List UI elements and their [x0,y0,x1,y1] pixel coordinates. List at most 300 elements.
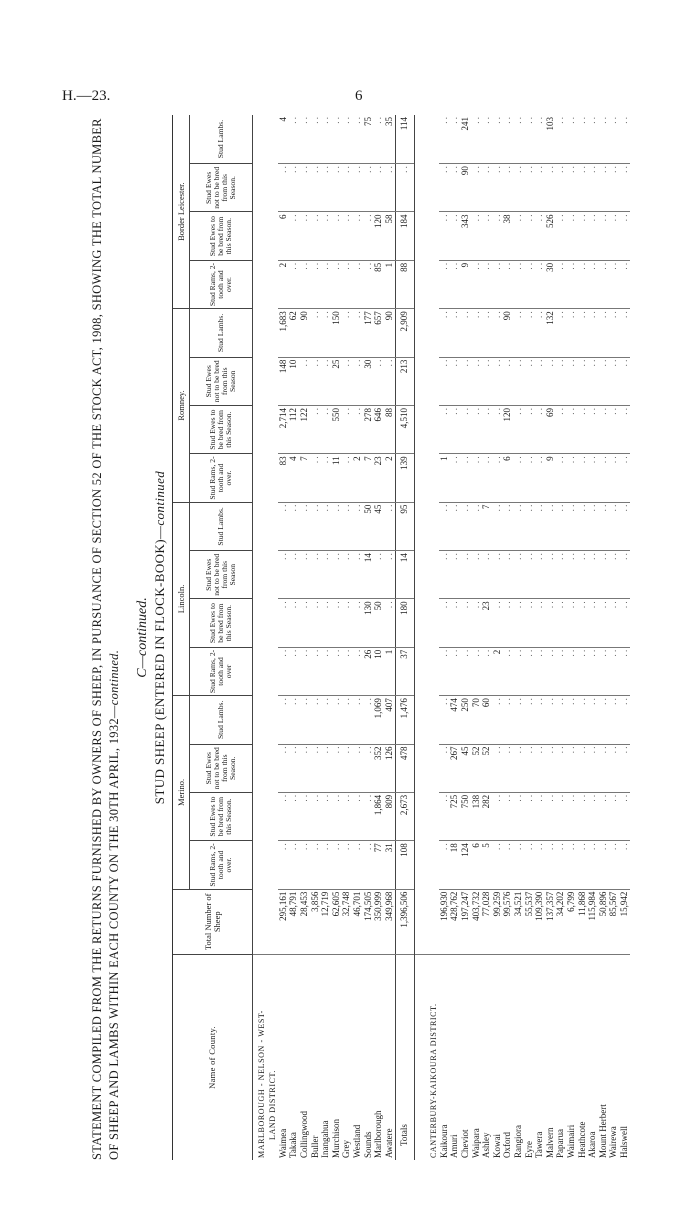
stud-value-cell: . . [310,599,321,647]
total-sheep-cell: 3,856 [310,889,321,954]
stud-value-cell: . . [439,260,450,308]
table-row [619,115,630,1160]
stud-value-cell: . . [450,551,461,599]
stud-value-cell: . . [352,502,363,550]
table-subtitle-continued: continued [152,470,167,526]
county-name: Mount Herbert [597,1104,608,1158]
total-sheep-cell: 6,799 [566,889,577,954]
district-heading-filler [414,115,439,954]
column-header-lincoln-rams: Stud Rams, 2-tooth and over [190,647,253,695]
stud-value-cell: 352 [374,744,385,792]
stud-value-cell: . . [503,696,514,744]
stud-value-cell: 250 [461,696,472,744]
stud-value-cell: . . [352,212,363,260]
stud-value-cell: 90 [461,164,472,212]
stud-value-cell: 1,069 [374,696,385,744]
stud-value-cell: . . [342,260,353,308]
total-sheep-cell: 46,701 [352,889,363,954]
total-sheep-cell: 349,968 [384,889,395,954]
stud-value-cell: . . [439,357,450,405]
stud-value-cell: . . [299,841,310,889]
stud-value-cell: 2 [278,260,289,308]
stud-value-cell: . . [545,502,556,550]
totals-value-cell: 213 [395,357,414,405]
table-subtitle-text: STUD SHEEP (ENTERED IN FLOCK-BOOK)— [152,525,167,805]
county-name: Cheviot [460,1129,471,1158]
stud-value-cell: 50 [363,502,374,550]
stud-value-cell: . . [492,696,503,744]
stud-value-cell: . . [289,841,300,889]
stud-value-cell: . . [289,115,300,164]
stud-value-cell: . . [471,357,482,405]
stud-value-cell: . . [299,696,310,744]
total-sheep-cell: 28,453 [299,889,310,954]
stud-sheep-table [172,115,630,1160]
stud-value-cell: . . [363,841,374,889]
stud-value-cell: . . [374,115,385,164]
stud-value-cell: 88 [384,405,395,453]
stud-value-cell: 7 [482,502,493,550]
stud-value-cell: 120 [374,212,385,260]
district-heading-marlborough-cont: LAND DISTRICT. [267,1069,277,1140]
stud-value-cell: 725 [450,792,461,840]
stud-value-cell: . . [439,792,450,840]
stud-value-cell: 77 [374,841,385,889]
column-header-merino-ewes-not-bred: Stud Ewes not to be bred from this Season. [190,744,253,792]
stud-value-cell: . . [513,744,524,792]
column-header-romney-ewes-bred: Stud Ewes to be bred from this Season. [190,405,253,453]
stud-value-cell: . . [492,212,503,260]
table-row [545,115,556,1160]
stud-value-cell: . . [598,405,609,453]
stud-value-cell: . . [278,164,289,212]
stud-value-cell: . . [513,164,524,212]
stud-value-cell: . . [588,502,599,550]
stud-value-cell: . . [503,744,514,792]
stud-value-cell: . . [471,260,482,308]
stud-value-cell: . . [513,647,524,695]
stud-value-cell: . . [598,115,609,164]
stud-value-cell: . . [289,599,300,647]
stud-value-cell: 45 [374,502,385,550]
stud-value-cell: . . [482,260,493,308]
stud-value-cell: . . [556,792,567,840]
total-sheep-cell: 196,930 [439,889,450,954]
stud-value-cell: . . [598,164,609,212]
stud-value-cell: . . [310,454,321,502]
stud-value-cell: 750 [461,792,472,840]
stud-value-cell: 1,683 [278,309,289,357]
statement-title-line2 [107,115,122,1160]
stud-value-cell: 132 [545,309,556,357]
group-header-merino: Merino. [173,696,190,889]
column-header-lincoln-lambs: Stud Lambs. [190,502,253,550]
stud-value-cell: . . [566,551,577,599]
group-header-lincoln: Lincoln. [173,502,190,695]
stud-value-cell: . . [535,792,546,840]
total-sheep-cell: 99,259 [492,889,503,954]
stud-value-cell: . . [524,696,535,744]
stud-value-cell: . . [278,792,289,840]
stud-value-cell: . . [352,260,363,308]
stud-value-cell: . . [471,405,482,453]
stud-value-cell: . . [363,744,374,792]
stud-value-cell: . . [492,599,503,647]
stud-value-cell: . . [524,792,535,840]
stud-value-cell: . . [513,696,524,744]
stud-value-cell: . . [588,357,599,405]
stud-value-cell: . . [384,502,395,550]
table-row [471,115,482,1160]
stud-value-cell: . . [524,212,535,260]
page-number: 6 [355,88,363,104]
stud-value-cell: . . [577,357,588,405]
county-name: Inangahua [320,1120,331,1158]
stud-value-cell: . . [556,164,567,212]
rotated-statement [90,115,650,1160]
stud-value-cell: . . [321,551,332,599]
stud-value-cell: . . [619,696,630,744]
totals-value-cell: 108 [395,841,414,889]
table-row [363,115,374,1160]
total-sheep-cell: 350,999 [374,889,385,954]
total-sheep-cell: 11,868 [577,889,588,954]
total-sheep-cell: 197,247 [461,889,472,954]
stud-value-cell: . . [598,309,609,357]
column-header-merino-rams: Stud Rams, 2-tooth and over. [190,841,253,889]
stud-value-cell: . . [310,164,321,212]
stud-value-cell: . . [331,502,342,550]
stud-value-cell: . . [342,357,353,405]
stud-value-cell: . . [482,551,493,599]
county-name: Halswell [618,1126,629,1158]
stud-value-cell: . . [374,164,385,212]
column-header-border-leicester-lambs: Stud Lambs. [190,115,253,164]
stud-value-cell: . . [577,115,588,164]
stud-value-cell: . . [461,502,472,550]
stud-value-cell: . . [524,260,535,308]
stud-value-cell: . . [503,115,514,164]
stud-value-cell: . . [384,551,395,599]
stud-value-cell: . . [342,696,353,744]
stud-value-cell: . . [492,309,503,357]
stud-value-cell: . . [289,792,300,840]
stud-value-cell: . . [321,792,332,840]
table-row [384,115,395,1160]
stud-value-cell: . . [535,164,546,212]
stud-value-cell: . . [524,115,535,164]
totals-value-cell: 37 [395,647,414,695]
stud-value-cell: 1 [439,454,450,502]
stud-value-cell: . . [556,357,567,405]
total-sheep-cell: 77,028 [482,889,493,954]
stud-value-cell: . . [566,454,577,502]
county-name: Marlborough [373,1110,384,1158]
district-heading-marlborough: MARLBOROUGH - NELSON - WEST- [257,1010,267,1158]
stud-value-cell: . . [619,744,630,792]
stud-value-cell: . . [278,744,289,792]
stud-value-cell: . . [524,357,535,405]
stud-value-cell: 52 [482,744,493,792]
stud-value-cell: . . [299,115,310,164]
stud-value-cell: . . [450,405,461,453]
stud-value-cell: . . [503,841,514,889]
stud-value-cell: . . [619,164,630,212]
stud-value-cell: . . [471,309,482,357]
stud-value-cell: . . [331,792,342,840]
column-header-romney-ewes-not-bred: Stud Ewes not to be bred from this Season [190,357,253,405]
stud-value-cell: . . [513,212,524,260]
stud-value-cell: . . [321,454,332,502]
table-row [352,115,363,1160]
stud-value-cell: . . [342,744,353,792]
stud-value-cell: 646 [374,405,385,453]
stud-value-cell: . . [619,454,630,502]
stud-value-cell: . . [363,792,374,840]
stud-value-cell: . . [331,744,342,792]
stud-value-cell: . . [577,502,588,550]
stud-value-cell: . . [278,599,289,647]
stud-value-cell: . . [609,115,620,164]
stud-value-cell: . . [513,502,524,550]
stud-value-cell: . . [471,164,482,212]
stud-value-cell: 474 [450,696,461,744]
stud-value-cell: . . [310,260,321,308]
stud-value-cell: . . [331,212,342,260]
table-row [439,115,450,1160]
stud-value-cell: 10 [289,357,300,405]
stud-value-cell: . . [588,309,599,357]
stud-value-cell: . . [535,309,546,357]
stud-value-cell: . . [310,309,321,357]
stud-value-cell: . . [545,164,556,212]
stud-value-cell: . . [492,357,503,405]
stud-value-cell: . . [556,744,567,792]
county-name: Heathcote [576,1121,587,1158]
stud-value-cell: . . [321,405,332,453]
total-sheep-cell: 32,748 [342,889,353,954]
stud-value-cell: . . [299,502,310,550]
stud-value-cell: . . [524,599,535,647]
stud-value-cell: . . [310,357,321,405]
stud-value-cell: . . [321,696,332,744]
stud-value-cell: . . [321,647,332,695]
stud-value-cell: . . [588,454,599,502]
stud-value-cell: . . [492,454,503,502]
stud-value-cell: . . [299,212,310,260]
stud-value-cell: . . [513,841,524,889]
stud-value-cell: . . [513,792,524,840]
stud-value-cell: . . [342,551,353,599]
table-row [535,115,546,1160]
totals-row [395,115,414,1160]
stud-value-cell: . . [321,212,332,260]
stud-value-cell: 657 [374,309,385,357]
stud-value-cell: 23 [482,599,493,647]
stud-value-cell: 6 [471,841,482,889]
stud-value-cell: . . [556,309,567,357]
stud-value-cell: . . [342,309,353,357]
stud-value-cell: . . [278,647,289,695]
stud-value-cell: 85 [374,260,385,308]
stud-value-cell: . . [331,551,342,599]
statement-title-continued: continued. [107,649,121,706]
total-sheep-cell: 48,791 [289,889,300,954]
stud-value-cell: . . [352,792,363,840]
stud-value-cell: 124 [461,841,472,889]
stud-value-cell: . . [503,260,514,308]
stud-value-cell: . . [577,212,588,260]
stud-value-cell: . . [556,260,567,308]
statement-title-line1: STATEMENT COMPILED FROM THE RETURNS FURNISHED BY OWNERS OF SHEEP, IN PURSUANCE OF SECTION 52 OF THE STOCK ACT, 1908, SHOWING THE TOTAL NUMBER [90,118,104,1160]
stud-value-cell: . . [566,599,577,647]
stud-value-cell: . . [374,357,385,405]
county-name: Kowai [491,1134,502,1158]
stud-value-cell: . . [482,164,493,212]
stud-value-cell: . . [342,212,353,260]
stud-value-cell: . . [321,599,332,647]
stud-value-cell: 38 [503,212,514,260]
stud-value-cell: . . [363,164,374,212]
stud-value-cell: . . [439,744,450,792]
stud-value-cell: 2 [352,454,363,502]
table-row [566,115,577,1160]
stud-value-cell: . . [524,841,535,889]
county-name: Awatere [383,1128,394,1158]
stud-value-cell: . . [503,164,514,212]
group-header-romney: Romney. [173,309,190,502]
column-header-lincoln-ewes-bred: Stud Ewes to be bred from this Season. [190,599,253,647]
stud-value-cell: . . [566,212,577,260]
stud-value-cell: . . [439,696,450,744]
stud-value-cell: . . [289,647,300,695]
stud-value-cell: . . [289,551,300,599]
stud-value-cell: . . [566,841,577,889]
stud-value-cell: 241 [461,115,472,164]
stud-value-cell: . . [492,744,503,792]
stud-value-cell: . . [299,260,310,308]
stud-value-cell: 45 [461,744,472,792]
stud-value-cell: . . [598,502,609,550]
stud-value-cell: . . [577,841,588,889]
stud-value-cell: . . [609,309,620,357]
stud-value-cell: 138 [471,792,482,840]
stud-value-cell: 7 [299,454,310,502]
stud-value-cell: . . [384,164,395,212]
stud-value-cell: . . [556,841,567,889]
stud-value-cell: 343 [461,212,472,260]
total-sheep-cell: 174,505 [363,889,374,954]
stud-value-cell: . . [513,599,524,647]
stud-value-cell: . . [310,696,321,744]
stud-value-cell: . . [577,696,588,744]
stud-value-cell: . . [352,309,363,357]
total-sheep-cell: 55,537 [524,889,535,954]
stud-value-cell: . . [598,647,609,695]
stud-value-cell: . . [588,696,599,744]
stud-value-cell: . . [619,357,630,405]
stud-value-cell: . . [619,792,630,840]
stud-value-cell: . . [524,164,535,212]
stud-value-cell: . . [471,551,482,599]
stud-value-cell: . . [492,405,503,453]
stud-value-cell: . . [556,115,567,164]
stud-value-cell: . . [439,115,450,164]
stud-sheep-table-wrapper [172,115,630,1160]
column-header-merino-ewes-bred: Stud Ewes to be bred from this Season. [190,792,253,840]
stud-value-cell: . . [450,647,461,695]
stud-value-cell: . . [310,405,321,453]
stud-value-cell: . . [352,164,363,212]
stud-value-cell: . . [619,599,630,647]
total-sheep-cell: 109,390 [535,889,546,954]
stud-value-cell: . . [513,115,524,164]
column-header-total: Total Number of Sheep [173,889,253,954]
total-sheep-cell: 50,896 [598,889,609,954]
stud-value-cell: . . [471,115,482,164]
stud-value-cell: . . [321,744,332,792]
stud-value-cell: . . [503,599,514,647]
stud-value-cell: . . [331,115,342,164]
stud-value-cell: . . [556,696,567,744]
stud-value-cell: . . [450,599,461,647]
table-row [331,115,342,1160]
stud-value-cell: . . [450,454,461,502]
stud-value-cell: . . [471,502,482,550]
stud-value-cell: . . [577,792,588,840]
table-label: C—continued. [135,597,150,678]
stud-value-cell: 90 [299,309,310,357]
stud-value-cell: . . [598,792,609,840]
stud-value-cell: . . [566,744,577,792]
stud-value-cell: . . [352,647,363,695]
stud-value-cell: . . [342,115,353,164]
totals-value-cell: 14 [395,551,414,599]
page-header-reference: H.—23. [62,88,111,104]
stud-value-cell: 148 [278,357,289,405]
stud-value-cell: . . [331,260,342,308]
stud-value-cell: . . [492,260,503,308]
stud-value-cell: . . [609,792,620,840]
stud-value-cell: . . [439,164,450,212]
stud-value-cell: . . [363,696,374,744]
stud-value-cell: 25 [331,357,342,405]
stud-value-cell: . . [450,115,461,164]
stud-value-cell: . . [609,744,620,792]
stud-value-cell: . . [492,502,503,550]
stud-value-cell: 177 [363,309,374,357]
county-name: Kaikoura [438,1124,449,1158]
table-row [299,115,310,1160]
stud-value-cell: . . [535,212,546,260]
stud-value-cell: . . [588,841,599,889]
stud-value-cell: 70 [471,696,482,744]
stud-value-cell: . . [577,405,588,453]
stud-value-cell: . . [450,164,461,212]
stud-value-cell: . . [609,357,620,405]
stud-value-cell: . . [450,309,461,357]
stud-value-cell: . . [619,551,630,599]
stud-value-cell: . . [609,551,620,599]
stud-value-cell: . . [598,454,609,502]
stud-value-cell: . . [299,357,310,405]
stud-value-cell: . . [535,115,546,164]
column-header-merino-lambs: Stud Lambs. [190,696,253,744]
column-header-border-leicester-rams: Stud Rams, 2-tooth and over. [190,260,253,308]
stud-value-cell: . . [310,841,321,889]
stud-value-cell: . . [588,551,599,599]
district-heading-filler [268,115,279,954]
